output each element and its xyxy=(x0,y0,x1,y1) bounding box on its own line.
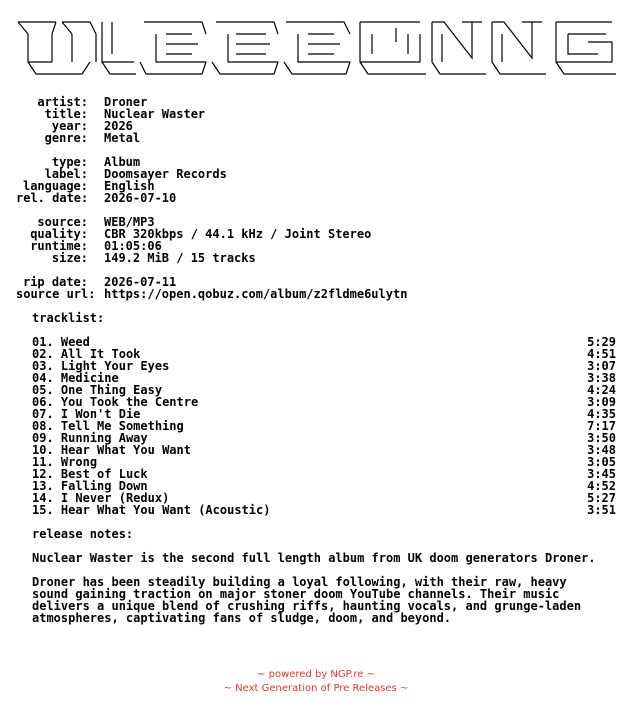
footer xyxy=(0,668,632,696)
metadata-group-rip xyxy=(16,276,407,300)
track-title: Running Away xyxy=(60,431,148,445)
tracklist-heading: tracklist: xyxy=(32,311,105,325)
metadata-group-release xyxy=(16,96,205,144)
metadata-row xyxy=(16,192,227,204)
metadata-key: genre: xyxy=(44,131,88,145)
track-title: All It Took xyxy=(60,347,141,361)
track-duration: 3:05 xyxy=(587,455,616,469)
metadata-value: 2026 xyxy=(104,119,133,133)
track-title: Weed xyxy=(60,335,90,349)
track-duration: 5:29 xyxy=(587,335,616,349)
track-title: Light Your Eyes xyxy=(60,359,170,373)
track-title: I Won't Die xyxy=(60,407,141,421)
track-title: Wrong xyxy=(60,455,98,469)
metadata-value: Doomsayer Records xyxy=(104,167,227,181)
metadata-key: label: xyxy=(44,167,88,181)
metadata-value: Album xyxy=(104,155,141,169)
metadata-value: Droner xyxy=(104,95,148,109)
metadata-group-source xyxy=(16,216,371,264)
track-duration: 5:27 xyxy=(587,491,616,505)
release-notes-paragraph: Droner has been steadily building a loyal following, with their raw, heavy sound gaining traction on major stoner doom YouTube channels. Their music delivers a unique blend of crushing riffs, haunting vocals, and grunge-laden atmospheres, captivating fans of sludge, doom, and beyond. xyxy=(32,575,582,625)
track-duration: 4:52 xyxy=(587,479,616,493)
track-title: Hear What You Want (Acoustic) xyxy=(60,503,271,517)
track-number: 12. xyxy=(32,467,54,481)
footer-tagline: ~ Next Generation of Pre Releases ~ xyxy=(223,683,409,694)
track-duration: 7:17 xyxy=(587,419,616,433)
metadata-group-label xyxy=(16,156,227,204)
track-number: 15. xyxy=(32,503,54,517)
track-duration: 3:48 xyxy=(587,443,616,457)
metadata-key: rip date: xyxy=(22,275,88,289)
metadata-key: type: xyxy=(51,155,88,169)
metadata-key: artist: xyxy=(37,95,88,109)
ascii-banner-logo xyxy=(16,14,616,84)
track-duration: 3:09 xyxy=(587,395,616,409)
metadata-value: 2026-07-11 xyxy=(104,275,177,289)
release-notes-heading: release notes: xyxy=(32,527,134,541)
metadata-key: size: xyxy=(51,251,88,265)
metadata-key: year: xyxy=(51,119,88,133)
track-number: 13. xyxy=(32,479,54,493)
track-row xyxy=(32,504,616,516)
track-duration: 3:38 xyxy=(587,371,616,385)
footer-powered-by[interactable]: ~ powered by NGP.re ~ xyxy=(257,669,375,680)
track-duration: 3:07 xyxy=(587,359,616,373)
track-number: 06. xyxy=(32,395,54,409)
track-title: Tell Me Something xyxy=(60,419,184,433)
track-row xyxy=(32,360,616,372)
track-duration: 3:45 xyxy=(587,467,616,481)
track-duration: 4:51 xyxy=(587,347,616,361)
metadata-value: English xyxy=(104,179,155,193)
release-notes-paragraph: Nuclear Waster is the second full length album from UK doom generators Droner. xyxy=(32,551,596,565)
track-title: Medicine xyxy=(60,371,119,385)
metadata-value: 2026-07-10 xyxy=(104,191,177,205)
track-number: 05. xyxy=(32,383,54,397)
metadata-row xyxy=(16,132,205,144)
track-row xyxy=(32,444,616,456)
track-number: 03. xyxy=(32,359,54,373)
metadata-value: 01:05:06 xyxy=(104,239,162,253)
metadata-row xyxy=(16,252,371,264)
metadata-key: source url: xyxy=(16,287,96,301)
track-number: 08. xyxy=(32,419,54,433)
metadata-row xyxy=(16,288,407,300)
track-number: 14. xyxy=(32,491,54,505)
track-title: You Took the Centre xyxy=(60,395,199,409)
metadata-value: 149.2 MiB / 15 tracks xyxy=(104,251,256,265)
metadata-key: language: xyxy=(22,179,88,193)
metadata-key: runtime: xyxy=(30,239,88,253)
metadata-value: Nuclear Waster xyxy=(104,107,206,121)
metadata-key: quality: xyxy=(30,227,88,241)
track-title: I Never (Redux) xyxy=(60,491,170,505)
metadata-key: rel. date: xyxy=(16,191,89,205)
track-duration: 4:24 xyxy=(587,383,616,397)
track-number: 11. xyxy=(32,455,54,469)
track-number: 10. xyxy=(32,443,54,457)
track-number: 02. xyxy=(32,347,54,361)
metadata-value: WEB/MP3 xyxy=(104,215,155,229)
track-title: Best of Luck xyxy=(60,467,148,481)
track-title: Hear What You Want xyxy=(60,443,191,457)
track-duration: 3:50 xyxy=(587,431,616,445)
tracklist xyxy=(32,336,616,516)
track-title: Falling Down xyxy=(60,479,148,493)
track-title: One Thing Easy xyxy=(60,383,163,397)
metadata-key: source: xyxy=(37,215,88,229)
track-number: 04. xyxy=(32,371,54,385)
track-duration: 4:35 xyxy=(587,407,616,421)
metadata-value: Metal xyxy=(104,131,141,145)
track-number: 09. xyxy=(32,431,54,445)
track-number: 01. xyxy=(32,335,54,349)
release-notes xyxy=(32,552,606,636)
metadata-key: title: xyxy=(44,107,88,121)
source-url-link[interactable]: https://open.qobuz.com/album/z2fldme6ulytn xyxy=(104,287,408,301)
track-number: 07. xyxy=(32,407,54,421)
track-duration: 3:51 xyxy=(587,503,616,517)
metadata-value: CBR 320kbps / 44.1 kHz / Joint Stereo xyxy=(104,227,372,241)
